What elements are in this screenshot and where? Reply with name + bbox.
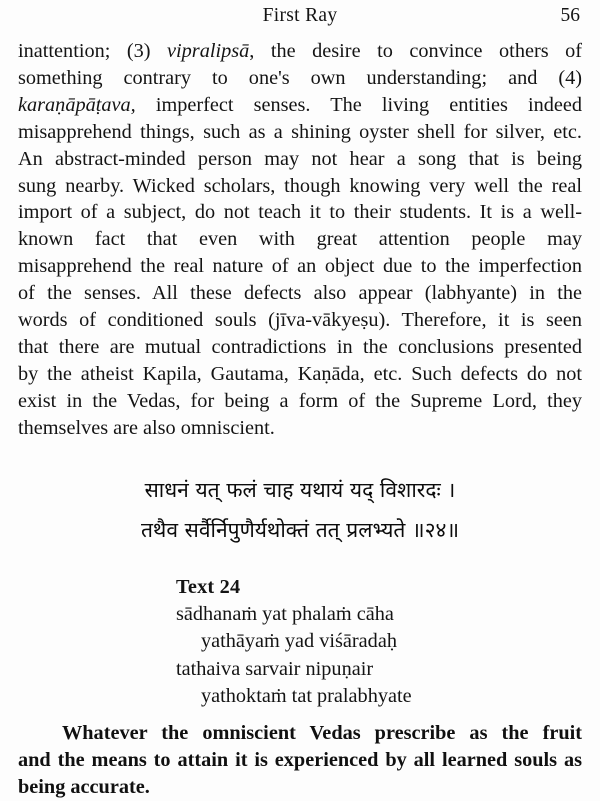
- text-line: themselves are also omniscient.: [18, 416, 275, 439]
- text-line: exist in the Vedas, for being a form of the Supreme Lord, they: [18, 389, 582, 412]
- text-line: Whatever the omniscient Vedas prescribe as the fruit: [62, 721, 582, 744]
- transliteration-line: sādhanaṁ yat phalaṁ cāha: [176, 603, 394, 625]
- text-line: misapprehend things, such as a shining oyster shell for silver, etc.: [18, 120, 582, 143]
- verse-line: साधनं यत् फलं चाह यथायं यद् विशारदः ।: [144, 477, 456, 502]
- running-head: [18, 4, 582, 38]
- transliteration-line: tathaiva sarvair nipuṇair: [176, 657, 374, 680]
- text-line: misapprehend the real nature of an object due to the imperfection: [18, 255, 582, 278]
- text-line: import of a subject, do not teach it to their students. It is a well-: [18, 201, 582, 224]
- devanagari-verse: [18, 470, 582, 550]
- transliteration-block: [18, 574, 582, 711]
- text-line: of the senses. All these defects also appear (labhyante) in the: [18, 282, 582, 305]
- transliteration-line: yathoktaṁ tat pralabhyate: [201, 685, 412, 708]
- text-line: by the atheist Kapila, Gautama, Kaṇāda, etc. Such defects do not: [18, 362, 582, 385]
- text-line: being accurate.: [18, 776, 150, 799]
- italic-term: karaṇāpāṭava,: [18, 93, 136, 116]
- italic-term: vipralipsā: [167, 40, 250, 62]
- document-page: [0, 4, 600, 799]
- text-line: something contrary to one's own understanding; and (4): [18, 66, 582, 89]
- text-line: sung nearby. Wicked scholars, though knowing very well the real: [18, 174, 582, 197]
- running-head-title: First Ray: [262, 5, 338, 26]
- page-number: 56: [560, 5, 580, 26]
- text-number-label: Text 24: [176, 575, 241, 598]
- text-line: that there are mutual contradictions in the conclusions presented: [18, 335, 582, 358]
- text-line: inattention; (3) vipralipsā, the desire to convince others of: [18, 40, 582, 62]
- text-line: known fact that even with great attention people may: [18, 228, 582, 251]
- body-paragraph: [18, 38, 582, 442]
- translation-paragraph: [18, 720, 582, 801]
- text-line: karaṇāpāṭava, imperfect senses. The living entities indeed: [18, 93, 582, 116]
- transliteration-line: yathāyaṁ yad viśāradaḥ: [201, 630, 397, 653]
- text-line: words of conditioned souls (jīva-vākyeṣu). Therefore, it is seen: [18, 309, 582, 332]
- text-line: An abstract-minded person may not hear a song that is being: [18, 147, 582, 170]
- text-line: and the means to attain it is experienced by all learned souls as: [18, 748, 582, 771]
- verse-line: तथैव सर्वैर्निपुणैर्यथोक्तं तत् प्रलभ्यते ॥२४॥: [140, 517, 460, 542]
